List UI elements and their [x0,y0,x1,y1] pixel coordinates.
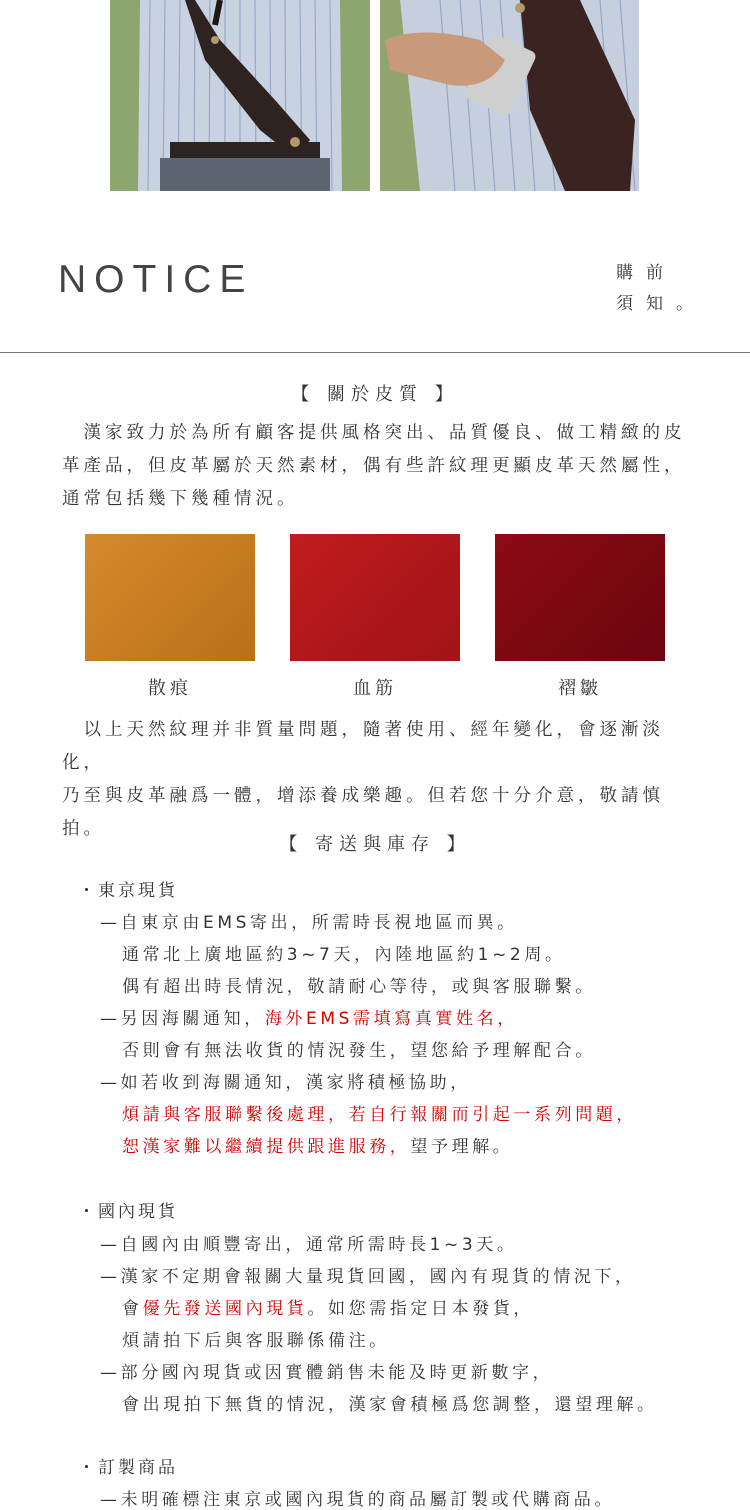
domestic-text: 。如您需指定日本發貨， [307,1299,535,1319]
tokyo-line [122,1132,513,1157]
domestic-line: 會出現拍下無貨的情況，漢家會積極爲您調整，還望理解。 [122,1395,658,1415]
domestic-stock-title: ・國內現貨 [78,1202,178,1222]
notice-subtitle-line-1: 購前 [616,263,676,283]
custom-line: —未明確標注東京或國內現貨的商品屬訂製或代購商品。 [100,1490,615,1510]
swatch-label: 散痕 [148,678,192,699]
tokyo-line: 偶有超出時長情況，敬請耐心等待，或與客服聯繫。 [122,977,596,997]
tokyo-line: 否則會有無法收貨的情況發生，望您給予理解配合。 [122,1041,596,1061]
leather-outro-line: 以上天然紋理并非質量問題，隨著使用、經年變化，會逐漸淡化， [62,720,664,773]
shipping-heading: 【 寄送與庫存 】 [279,834,471,855]
leather-intro-line: 通常包括幾下幾種情況。 [62,489,299,509]
leather-outro [62,714,702,846]
tokyo-line: —自東京由EMS寄出，所需時長視地區而異。 [100,913,518,933]
product-photo-back [110,0,370,191]
leather-intro-line: 革產品，但皮革屬於天然素材，偶有些許紋理更顯皮革天然屬性， [62,456,686,476]
tokyo-line: 通常北上廣地區約3~7天，內陸地區約1~2周。 [122,945,566,965]
domestic-highlight-text: 優先發送國內現貨 [142,1299,308,1319]
leather-swatch-scratch [85,534,255,661]
domestic-line: —部分國內現貨或因實體銷售未能及時更新數字， [100,1363,554,1383]
notice-title: NOTICE [58,258,254,301]
leather-intro [62,417,702,516]
notice-subtitle [616,258,726,320]
domestic-line: 煩請拍下后與客服聯係備注。 [122,1331,390,1351]
product-photo-detail [380,0,639,191]
tokyo-warning-text: 恕漢家難以繼續提供跟進服務， [122,1137,411,1157]
leather-heading: 【 關於皮質 】 [291,384,459,405]
leather-intro-line: 漢家致力於為所有顧客提供風格突出、品質優良、做工精緻的皮 [62,423,686,443]
section-divider [0,352,750,353]
domestic-line: —漢家不定期會報關大量現貨回國，國內有現貨的情況下， [100,1267,636,1287]
tokyo-text: 望予理解。 [410,1137,514,1157]
leather-swatch-vein [290,534,460,661]
tokyo-warning-text: 海外EMS需填寫真實姓名， [264,1009,518,1029]
swatch-label: 血筋 [353,678,397,699]
domestic-text: 會 [122,1299,143,1319]
swatch-label: 褶皺 [558,678,602,699]
tokyo-text: —另因海關通知， [100,1009,265,1029]
domestic-line: —自國內由順豐寄出，通常所需時長1~3天。 [100,1235,518,1255]
tokyo-stock-title: ・東京現貨 [78,881,178,901]
leather-swatch-wrinkle [495,534,665,661]
custom-order-title: ・訂製商品 [78,1458,178,1478]
tokyo-warning-line: 煩請與客服聯繫後處理，若自行報關而引起一系列問題， [122,1105,637,1125]
domestic-line [122,1294,534,1319]
tokyo-line [100,1004,518,1029]
tokyo-line: —如若收到海關通知，漢家將積極協助， [100,1073,471,1093]
notice-subtitle-line-2: 須知。 [616,294,706,314]
leather-outro-line: 乃至與皮革融爲一體，增添養成樂趣。但若您十分介意，敬請慎拍。 [62,786,664,839]
